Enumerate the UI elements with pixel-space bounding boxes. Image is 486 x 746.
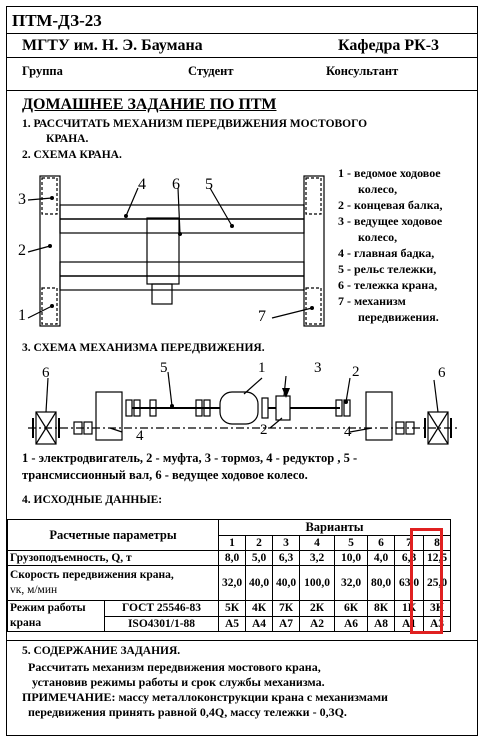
mech-label-4: 4 <box>136 428 144 444</box>
table-cell: 12,5 <box>424 551 451 566</box>
crane-label-3: 3 <box>18 191 26 208</box>
table-cell: 40,0 <box>246 566 273 601</box>
table-cell: А4 <box>246 616 273 632</box>
variant-number: 4 <box>300 536 335 551</box>
crane-legend-line: колесо, <box>358 182 398 196</box>
table-cell: 32,0 <box>335 566 368 601</box>
task-item-4: 4. ИСХОДНЫЕ ДАННЫЕ: <box>22 494 163 506</box>
table-row <box>8 601 451 617</box>
variant-number: 1 <box>219 536 246 551</box>
row-label: Грузоподъемность, Q, т <box>8 551 219 566</box>
table-cell: А1 <box>395 616 424 632</box>
row-label <box>8 566 219 601</box>
student-label: Студент <box>188 64 234 78</box>
table-cell: А8 <box>368 616 395 632</box>
crane-label-1: 1 <box>18 307 26 324</box>
department-name: Кафедра РК-3 <box>338 37 440 54</box>
table-cell: 8К <box>368 601 395 617</box>
mech-label-1: 1 <box>258 360 266 376</box>
table-cell: 32,0 <box>219 566 246 601</box>
table-row <box>8 566 451 601</box>
variant-number: 5 <box>335 536 368 551</box>
task-item-2: 2. СХЕМА КРАНА. <box>22 149 122 161</box>
task-item-5: 5. СОДЕРЖАНИЕ ЗАДАНИЯ. <box>22 645 181 657</box>
crane-legend-line: 7 - механизм <box>338 294 406 308</box>
table-cell: 6,3 <box>395 551 424 566</box>
variants-header: Варианты <box>219 520 451 536</box>
table-cell: 1К <box>395 601 424 617</box>
standard-name: ISO4301/1-88 <box>105 616 219 632</box>
document-code: ПТМ-ДЗ-23 <box>12 11 102 30</box>
page-title: ДОМАШНЕЕ ЗАДАНИЕ ПО ПТМ <box>22 96 277 113</box>
parameters-table <box>7 519 451 632</box>
mech-label-6: 6 <box>42 365 50 381</box>
row-label-line: vк, м/мин <box>10 584 58 596</box>
standard-name: ГОСТ 25546-83 <box>105 601 219 617</box>
table-cell: 80,0 <box>368 566 395 601</box>
mech-label-6: 6 <box>438 365 446 381</box>
mech-legend-line1: 1 - электродвигатель, 2 - муфта, 3 - тормоз, 4 - редуктор , 5 - <box>22 451 358 465</box>
row-label-line: Скорость передвижения крана, <box>10 569 174 581</box>
table-cell: А2 <box>300 616 335 632</box>
university-name: МГТУ им. Н. Э. Баумана <box>22 37 203 54</box>
params-header: Расчетные параметры <box>8 520 219 551</box>
task-item-1: 1. РАССЧИТАТЬ МЕХАНИЗМ ПЕРЕДВИЖЕНИЯ МОСТОВОГО <box>22 118 368 130</box>
content-line: установив режимы работы и срок службы механизма. <box>32 675 325 689</box>
mech-label-5: 5 <box>160 360 168 376</box>
row-label-line: крана <box>10 617 42 629</box>
mech-label-4: 4 <box>344 424 352 440</box>
crane-label-6: 6 <box>172 176 180 193</box>
crane-legend-line: 3 - ведущее ходовое <box>338 214 443 228</box>
table-cell: 100,0 <box>300 566 335 601</box>
table-cell: 4,0 <box>368 551 395 566</box>
table-cell: 4К <box>246 601 273 617</box>
crane-legend-line: 1 - ведомое ходовое <box>338 166 441 180</box>
mech-label-3: 3 <box>314 360 322 376</box>
consultant-label: Консультант <box>326 64 399 78</box>
crane-legend-line: колесо, <box>358 230 398 244</box>
row-label-line: Режим работы <box>10 602 86 614</box>
table-cell: 40,0 <box>273 566 300 601</box>
crane-label-7: 7 <box>258 308 266 325</box>
mech-label-2: 2 <box>260 422 268 438</box>
content-line: Рассчитать механизм передвижения мостового крана, <box>28 660 321 674</box>
table-cell: 3,2 <box>300 551 335 566</box>
crane-legend-line: 4 - главная бадка, <box>338 246 435 260</box>
mech-label-2: 2 <box>352 364 360 380</box>
table-cell: 7К <box>273 601 300 617</box>
table-cell: 10,0 <box>335 551 368 566</box>
variant-number: 8 <box>424 536 451 551</box>
crane-legend-line: 5 - рельс тележки, <box>338 262 437 276</box>
table-cell: 3К <box>424 601 451 617</box>
group-label: Группа <box>22 64 63 78</box>
content-line: передвижения принять равной 0,4Q, массу тележки - 0,3Q. <box>28 705 347 719</box>
table-cell: 2К <box>300 601 335 617</box>
crane-legend-line: 6 - тележка крана, <box>338 278 438 292</box>
table-row <box>8 551 451 566</box>
content-line: ПРИМЕЧАНИЕ: массу металлоконструкции крана с механизмами <box>22 690 388 704</box>
crane-label-4: 4 <box>138 176 146 193</box>
crane-label-5: 5 <box>205 176 213 193</box>
table-cell: А6 <box>335 616 368 632</box>
mech-legend-line2: трансмиссионный вал, 6 - ведущее ходовое колесо. <box>22 468 308 482</box>
variant-number: 3 <box>273 536 300 551</box>
table-cell: 25,0 <box>424 566 451 601</box>
table-cell: 63,0 <box>395 566 424 601</box>
variant-number-highlighted: 7 <box>395 536 424 551</box>
crane-legend-line: передвижения. <box>358 310 439 324</box>
table-cell: А3 <box>424 616 451 632</box>
variant-number: 6 <box>368 536 395 551</box>
variant-number: 2 <box>246 536 273 551</box>
task-item-1-cont: КРАНА. <box>46 133 89 145</box>
table-cell: 5,0 <box>246 551 273 566</box>
table-cell: 5К <box>219 601 246 617</box>
table-cell: 6К <box>335 601 368 617</box>
table-cell: А5 <box>219 616 246 632</box>
row-label <box>8 601 105 632</box>
table-cell: 6,3 <box>273 551 300 566</box>
divider <box>6 640 478 641</box>
table-cell: А7 <box>273 616 300 632</box>
crane-legend-line: 2 - концевая балка, <box>338 198 443 212</box>
crane-label-2: 2 <box>18 242 26 259</box>
task-item-3: 3. СХЕМА МЕХАНИЗМА ПЕРЕДВИЖЕНИЯ. <box>22 342 265 354</box>
table-cell: 8,0 <box>219 551 246 566</box>
